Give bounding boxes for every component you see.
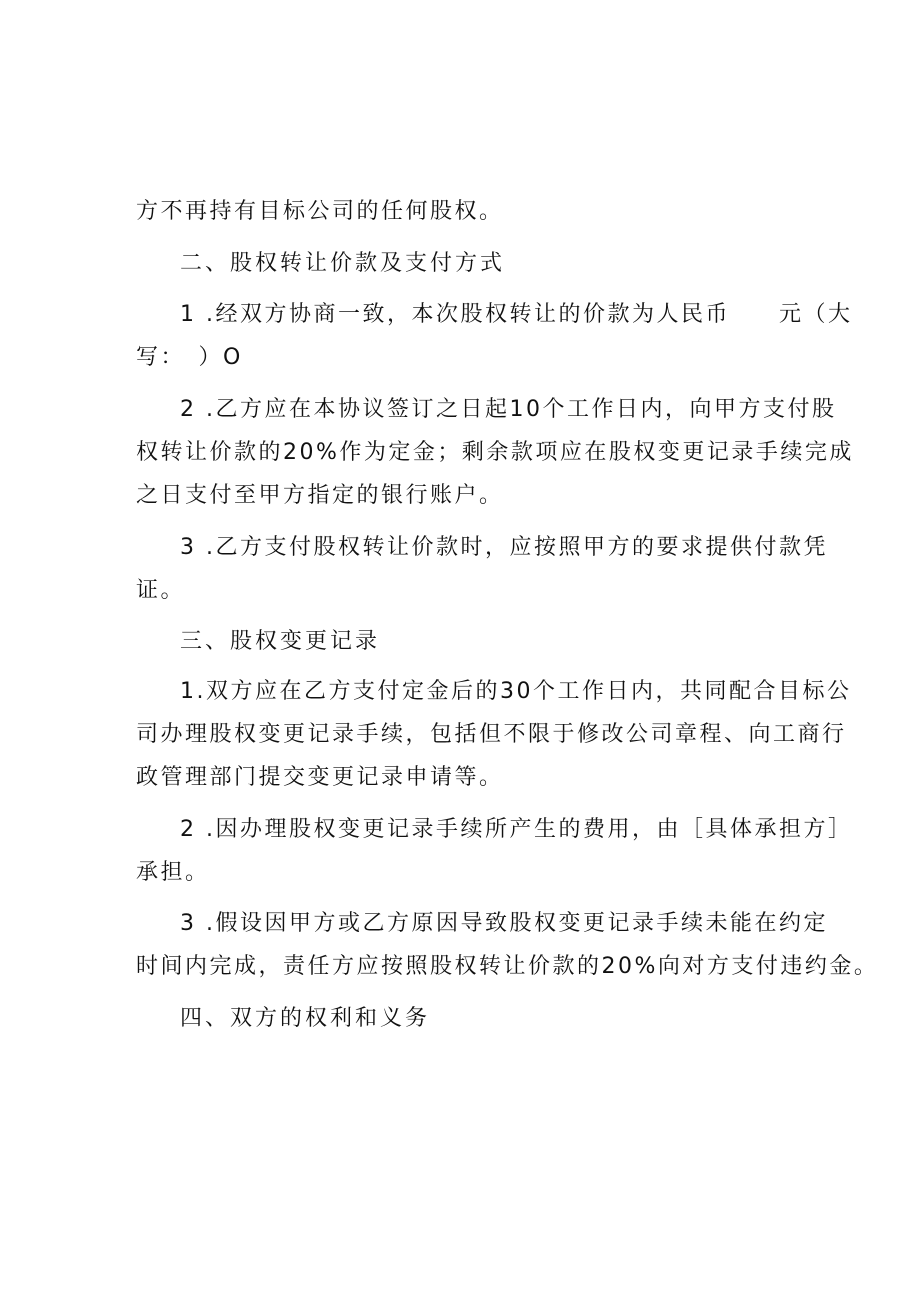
section-heading-3: 三、股权变更记录 <box>180 629 381 654</box>
clause-3-1-line-1: 1.双方应在乙方支付定金后的30个工作日内，共同配合目标公 <box>180 679 852 704</box>
clause-3-1-line-2: 司办理股权变更记录手续，包括但不限于修改公司章程、向工商行 <box>136 722 847 747</box>
clause-2-3-line-2: 证。 <box>136 578 186 603</box>
clause-3-1-line-3: 政管理部门提交变更记录申请等。 <box>136 765 504 790</box>
clause-2-2-line-1: 2 .乙方应在本协议签订之日起10个工作日内，向甲方支付股 <box>180 397 837 422</box>
section-heading-4: 四、双方的权利和义务 <box>180 1006 431 1031</box>
clause-3-3-line-2: 时间内完成，责任方应按照股权转让价款的20%向对方支付违约金。 <box>136 954 879 979</box>
clause-2-2-line-2: 权转让价款的20%作为定金；剩余款项应在股权变更记录手续完成 <box>136 440 854 465</box>
clause-2-1-line-2: 写： ）O <box>136 345 243 370</box>
clause-3-2-line-1: 2 .因办理股权变更记录手续所产生的费用，由［具体承担方］ <box>180 817 853 842</box>
clause-2-2-line-3: 之日支付至甲方指定的银行账户。 <box>136 483 504 508</box>
clause-3-2-line-2: 承担。 <box>136 860 210 885</box>
clause-2-1-line-1: 1 .经双方协商一致，本次股权转让的价款为人民币 元（大 <box>180 302 853 327</box>
clause-2-3-line-1: 3 .乙方支付股权转让价款时，应按照甲方的要求提供付款凭 <box>180 535 828 560</box>
paragraph-continuation: 方不再持有目标公司的任何股权。 <box>136 199 504 224</box>
section-heading-2: 二、股权转让价款及支付方式 <box>180 251 506 276</box>
clause-3-3-line-1: 3 .假设因甲方或乙方原因导致股权变更记录手续未能在约定 <box>180 911 828 936</box>
